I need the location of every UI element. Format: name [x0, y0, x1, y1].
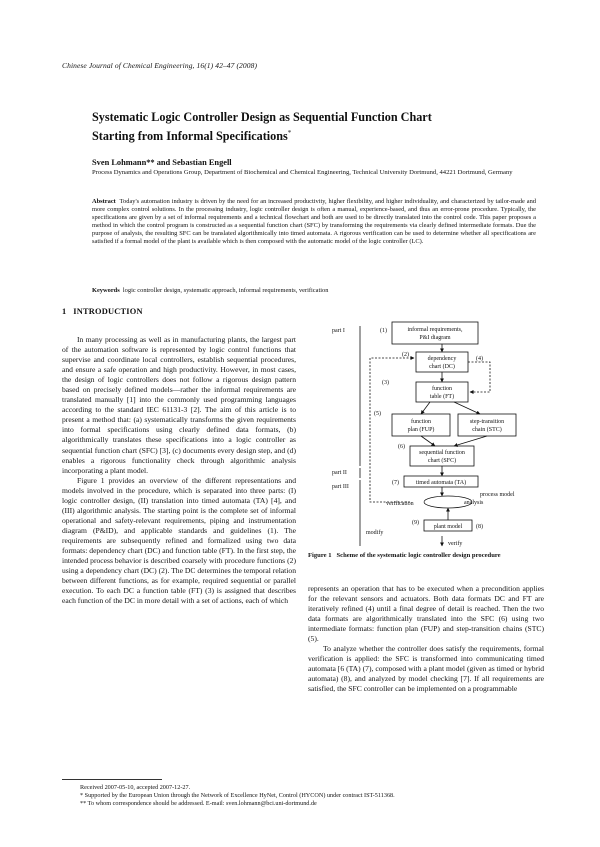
keywords: [92, 287, 536, 295]
step-4-number: (4): [476, 356, 483, 362]
box-1-text-b: P&I diagram: [419, 335, 451, 341]
keywords-text: logic controller design, systematic approach, informal requirements, verification: [122, 287, 329, 294]
step-8-number: (8): [476, 524, 483, 530]
box-6-text-a: sequential function: [419, 450, 465, 456]
verify-label: verify: [448, 541, 463, 547]
title-line-2: Starting from Informal Specifications*: [92, 128, 292, 143]
title-line-1: Systematic Logic Controller Design as Sequential Function Chart: [92, 110, 432, 124]
box-5a-text-a: function: [411, 419, 431, 425]
footnote-support: * Supported by the European Union through the Network of Excellence HyNet, Control (HYCON) under contract IST-511368.: [80, 791, 395, 799]
part-3-label: part III: [332, 484, 349, 490]
paragraph: In many processing as well as in manufacturing plants, the largest part of the automation software is represented by logic control functions that supervise and coordinate local controllers, establish sequential procedures, and ensure a safe operation and high productivity. However, in most cases, the design of logic controllers does not follow a rigorous design pattern based on precisely defined models—rather the informal requirements are translated manually [1] into the commonly used programming languages according to the standard IEC 61131-3 [2]. The aim of this article is to present a method that: (a) systematically transforms the given requirements into formal specifications using clearly defined data formats, (b) algorithmically translates these specifications into a logic controller as sequential function chart (SFC) [3], (c) documents every design step, and (d) enables a rigorous functionality check through algorithmic analysis incorporating a plant model.: [62, 335, 296, 475]
verification-label: verification: [386, 501, 414, 507]
step-6-number: (6): [398, 444, 405, 450]
step-7-number: (7): [392, 480, 399, 486]
right-column: [308, 584, 544, 695]
box-3-text-b: table (FT): [429, 394, 455, 400]
box-5b-text-a: step-transition: [469, 419, 505, 425]
analysis-label: analysis: [464, 500, 484, 506]
footnote-divider: [62, 779, 162, 780]
figure-label: Figure 1: [308, 552, 332, 559]
box-3-text-a: function: [432, 386, 452, 392]
section-heading: 1 INTRODUCTION: [62, 307, 143, 316]
paper-title: [92, 110, 512, 144]
figure-1-diagram: [330, 318, 520, 550]
part-1-label: part I: [332, 328, 345, 334]
box-6-text-b: chart (SFC): [427, 458, 457, 464]
box-1-text-a: informal requirements,: [407, 327, 463, 333]
abstract-text: Today's automation industry is driven by the need for an increased productivity, higher flexibility, and higher individuality, and characterized by tailor-made and more complex control solutions. In the processing industry, logic controller design is often a manual, experience-based, and thus an error-prone procedure. Typically, the specifications are given by a set of informal requirements and a technical flowchart and both are used to be directly translated into the control code. This paper proposes a method in which the control program is constructed as a sequential function chart (SFC) by transforming the requirements via clearly defined intermediate formats. Due the purpose of analysis, the resulting SFC can be translated algorithmically into timed automata. A rigorous verification can be used to determine whether all specifications are satisfied if a formal model of the plant is available which is then composed with the automatic model of the logic controller (LC).: [92, 198, 536, 246]
figure-caption-text: Scheme of the systematic logic controller design procedure: [336, 552, 501, 559]
step-9-number: (9): [412, 520, 419, 526]
step-1-number: (1): [380, 328, 387, 334]
footnote-correspondence: ** To whom correspondence should be addressed. E-mail: sven.lohmann@bci.uni-dortmund.de: [80, 799, 317, 807]
step-2-number: (2): [402, 352, 409, 358]
paragraph: represents an operation that has to be executed when a precondition applies for the relevant sensors and actuators. Both data formats DC and FT are iteratively refined (4) until a final degree of detail is reached. Then the two data formats are algorithmically translated into the SFC (6) using two intermediate formats: function plan (FUP) and step-transition chains (STC) (5).: [308, 584, 544, 644]
abstract: [92, 198, 536, 247]
abstract-label: Abstract: [92, 198, 116, 205]
refinement-loop: [468, 362, 490, 392]
paragraph: Figure 1 provides an overview of the different representations and models involved in the procedure, which is separated into three parts: (I) logic controller design, (II) translation into timed automata (TA) [4], and (III) algorithmic analysis. The starting point is the complete set of informal operational and safety-relevant requirements, piping and instrumentation diagram (P&ID), and applicable standards and guidelines (1). The requirements are subsequently refined and formalized using two data formats: dependency chart (DC) and function table (FT). In the first step, the intended process behavior is described coarsely with procedure functions (2) using a dependency chart (DC) (2). The DC determines the temporal relation between different functions, as for example, required sequential or parallel execution. To each DC a function table (FT) (3) is assigned that describes each function of the DC in more detail with a set of actions, each of which: [62, 475, 296, 606]
box-5a-text-b: plan (FUP): [407, 427, 435, 433]
step-5-number: (5): [374, 411, 381, 417]
footnotes: [80, 784, 550, 807]
process-model-label: process model: [480, 492, 515, 498]
box-5b-text-b: chain (STC): [472, 427, 502, 433]
authors: Sven Lohmann** and Sebastian Engell: [92, 158, 232, 167]
paragraph: To analyze whether the controller does satisfy the requirements, formal verification is applied: the SFC is transformed into communicating timed automata [6 (TA) (7), composed with a plant model (given as timed or hybrid automata) (8), and analyzed by model checking [7]. If all requirements are satisfied, the SFC controller can be implemented on a programmable: [308, 644, 544, 694]
footnote-received: Received 2007-05-10, accepted 2007-12-27.: [80, 784, 191, 791]
part-2-label: part II: [332, 470, 347, 476]
journal-header: Chinese Journal of Chemical Engineering, 16(1) 42–47 (2008): [62, 61, 258, 70]
left-column: [62, 335, 296, 606]
figure-caption: [308, 552, 544, 560]
box-2-text-b: chart (DC): [429, 364, 455, 370]
modify-label: modify: [366, 530, 384, 536]
keywords-label: Keywords: [92, 287, 120, 294]
box-8-text: plant model: [433, 524, 463, 530]
box-7-text: timed automata (TA): [415, 480, 467, 486]
affiliation: Process Dynamics and Operations Group, Department of Biochemical and Chemical Engineering, Technical University Dortmund, 44221 Dortmund, Germany: [92, 169, 513, 176]
title-footnote-mark: *: [287, 128, 292, 137]
step-3-number: (3): [382, 380, 389, 386]
box-2-text-a: dependency: [427, 356, 457, 362]
